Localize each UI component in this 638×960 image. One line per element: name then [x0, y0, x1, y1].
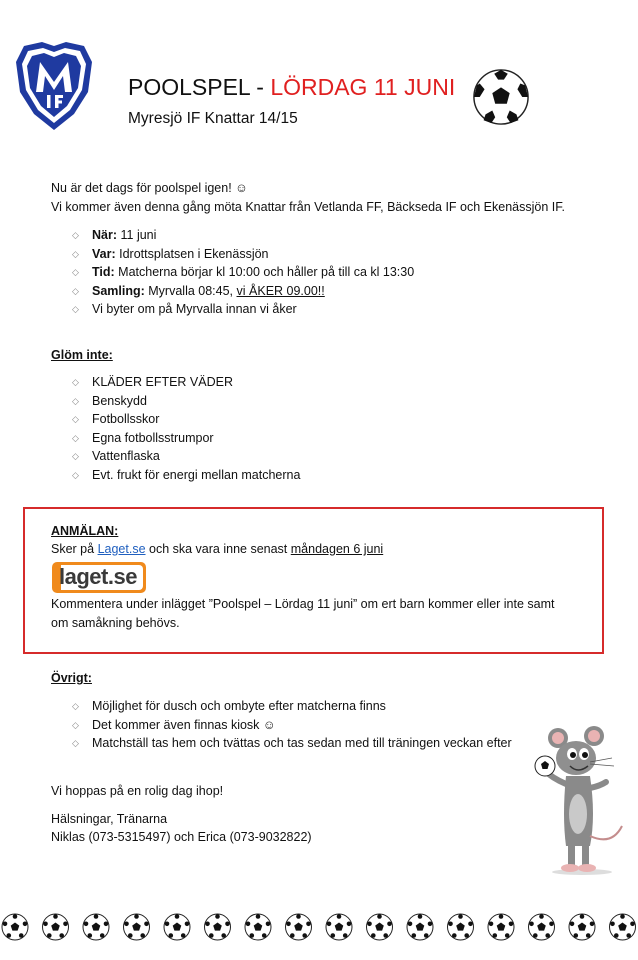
- bullet-icon: ◇: [72, 285, 79, 296]
- page-title: [128, 74, 455, 101]
- signup-comment-2: om samåkning behövs.: [51, 616, 180, 630]
- football-icon: [2, 914, 28, 940]
- list-item: ◇ Evt. frukt för energi mellan matcherna: [72, 466, 300, 485]
- other-list: [72, 697, 512, 753]
- list-item: ◇ Samling: Myrvalla 08:45, vi ÅKER 09.00!!: [72, 282, 414, 301]
- list-item: ◇ Tid: Matcherna börjar kl 10:00 och håller på till ca kl 13:30: [72, 263, 414, 282]
- remember-list: [72, 373, 300, 484]
- other-heading: Övrigt:: [51, 671, 92, 685]
- football-border-row: [0, 910, 638, 944]
- football-icon: [448, 914, 474, 940]
- signup-heading: ANMÄLAN:: [51, 524, 119, 538]
- signup-line: Sker på Laget.se och ska vara inne senast måndagen 6 juni: [51, 542, 384, 556]
- football-icon: [407, 914, 433, 940]
- bullet-icon: ◇: [72, 432, 79, 443]
- list-item: ◇ När: 11 juni: [72, 226, 414, 245]
- bullet-icon: ◇: [72, 267, 79, 277]
- bullet-icon: ◇: [72, 414, 79, 424]
- mouse-mascot-illustration: [532, 726, 632, 876]
- football-icon: [83, 914, 109, 940]
- list-item: ◇ Vi byter om på Myrvalla innan vi åker: [72, 300, 414, 319]
- bullet-icon: ◇: [72, 304, 79, 314]
- football-icon: [367, 914, 393, 940]
- football-icon: [472, 68, 530, 126]
- remember-heading: Glöm inte:: [51, 348, 113, 362]
- football-icon: [124, 914, 150, 940]
- bullet-icon: ◇: [72, 451, 79, 461]
- list-item: ◇ KLÄDER EFTER VÄDER: [72, 373, 300, 392]
- list-item: ◇ Möjlighet för dusch och ombyte efter matcherna finns: [72, 697, 512, 716]
- club-logo: [14, 40, 94, 132]
- intro-line-2: Vi kommer även denna gång möta Knattar från Vetlanda FF, Bäckseda IF och Ekenässjön IF.: [51, 200, 565, 214]
- list-item: ◇ Egna fotbollsstrumpor: [72, 429, 300, 448]
- bullet-icon: ◇: [72, 701, 79, 711]
- laget-logo-text: laget.se: [59, 564, 137, 589]
- title-prefix: POOLSPEL -: [128, 74, 271, 100]
- signup-comment-1: Kommentera under inlägget ”Poolspel – Lördag 11 juni” om ert barn kommer eller inte samt: [51, 597, 555, 611]
- football-icon: [326, 914, 352, 940]
- football-icon: [245, 914, 271, 940]
- greeting: Hälsningar, Tränarna: [51, 812, 168, 826]
- departure-time: vi ÅKER 09.00!!: [236, 283, 325, 298]
- bullet-icon: ◇: [72, 738, 79, 748]
- list-item: ◇ Fotbollsskor: [72, 410, 300, 429]
- bullet-icon: ◇: [72, 230, 79, 240]
- football-icon: [569, 914, 595, 940]
- list-item: ◇ Det kommer även finnas kiosk ☺: [72, 716, 512, 735]
- closing-line: Vi hoppas på en rolig dag ihop!: [51, 784, 224, 798]
- football-icon: [43, 914, 69, 940]
- list-item: ◇ Vattenflaska: [72, 447, 300, 466]
- football-icon: [205, 914, 231, 940]
- bullet-icon: ◇: [72, 469, 79, 480]
- bullet-icon: ◇: [72, 395, 79, 406]
- laget-link[interactable]: Laget.se: [97, 542, 146, 556]
- football-icon: [164, 914, 190, 940]
- football-icon: [488, 914, 514, 940]
- football-icon: [529, 914, 555, 940]
- list-item: ◇ Benskydd: [72, 392, 300, 411]
- list-item: ◇ Matchställ tas hem och tvättas och tas sedan med till träningen veckan efter: [72, 734, 512, 753]
- bullet-icon: ◇: [72, 248, 79, 259]
- title-date: LÖRDAG 11 JUNI: [270, 74, 456, 100]
- details-list: [72, 226, 414, 319]
- page-subtitle: Myresjö IF Knattar 14/15: [128, 110, 298, 127]
- contacts: Niklas (073-5315497) och Erica (073-9032822): [51, 830, 312, 844]
- bullet-icon: ◇: [72, 719, 79, 730]
- list-item: ◇ Var: Idrottsplatsen i Ekenässjön: [72, 245, 414, 264]
- football-icon: [610, 914, 636, 940]
- football-icon: [286, 914, 312, 940]
- intro-line-1: Nu är det dags för poolspel igen! ☺: [51, 181, 248, 195]
- signup-deadline: måndagen 6 juni: [290, 542, 384, 556]
- bullet-icon: ◇: [72, 377, 79, 387]
